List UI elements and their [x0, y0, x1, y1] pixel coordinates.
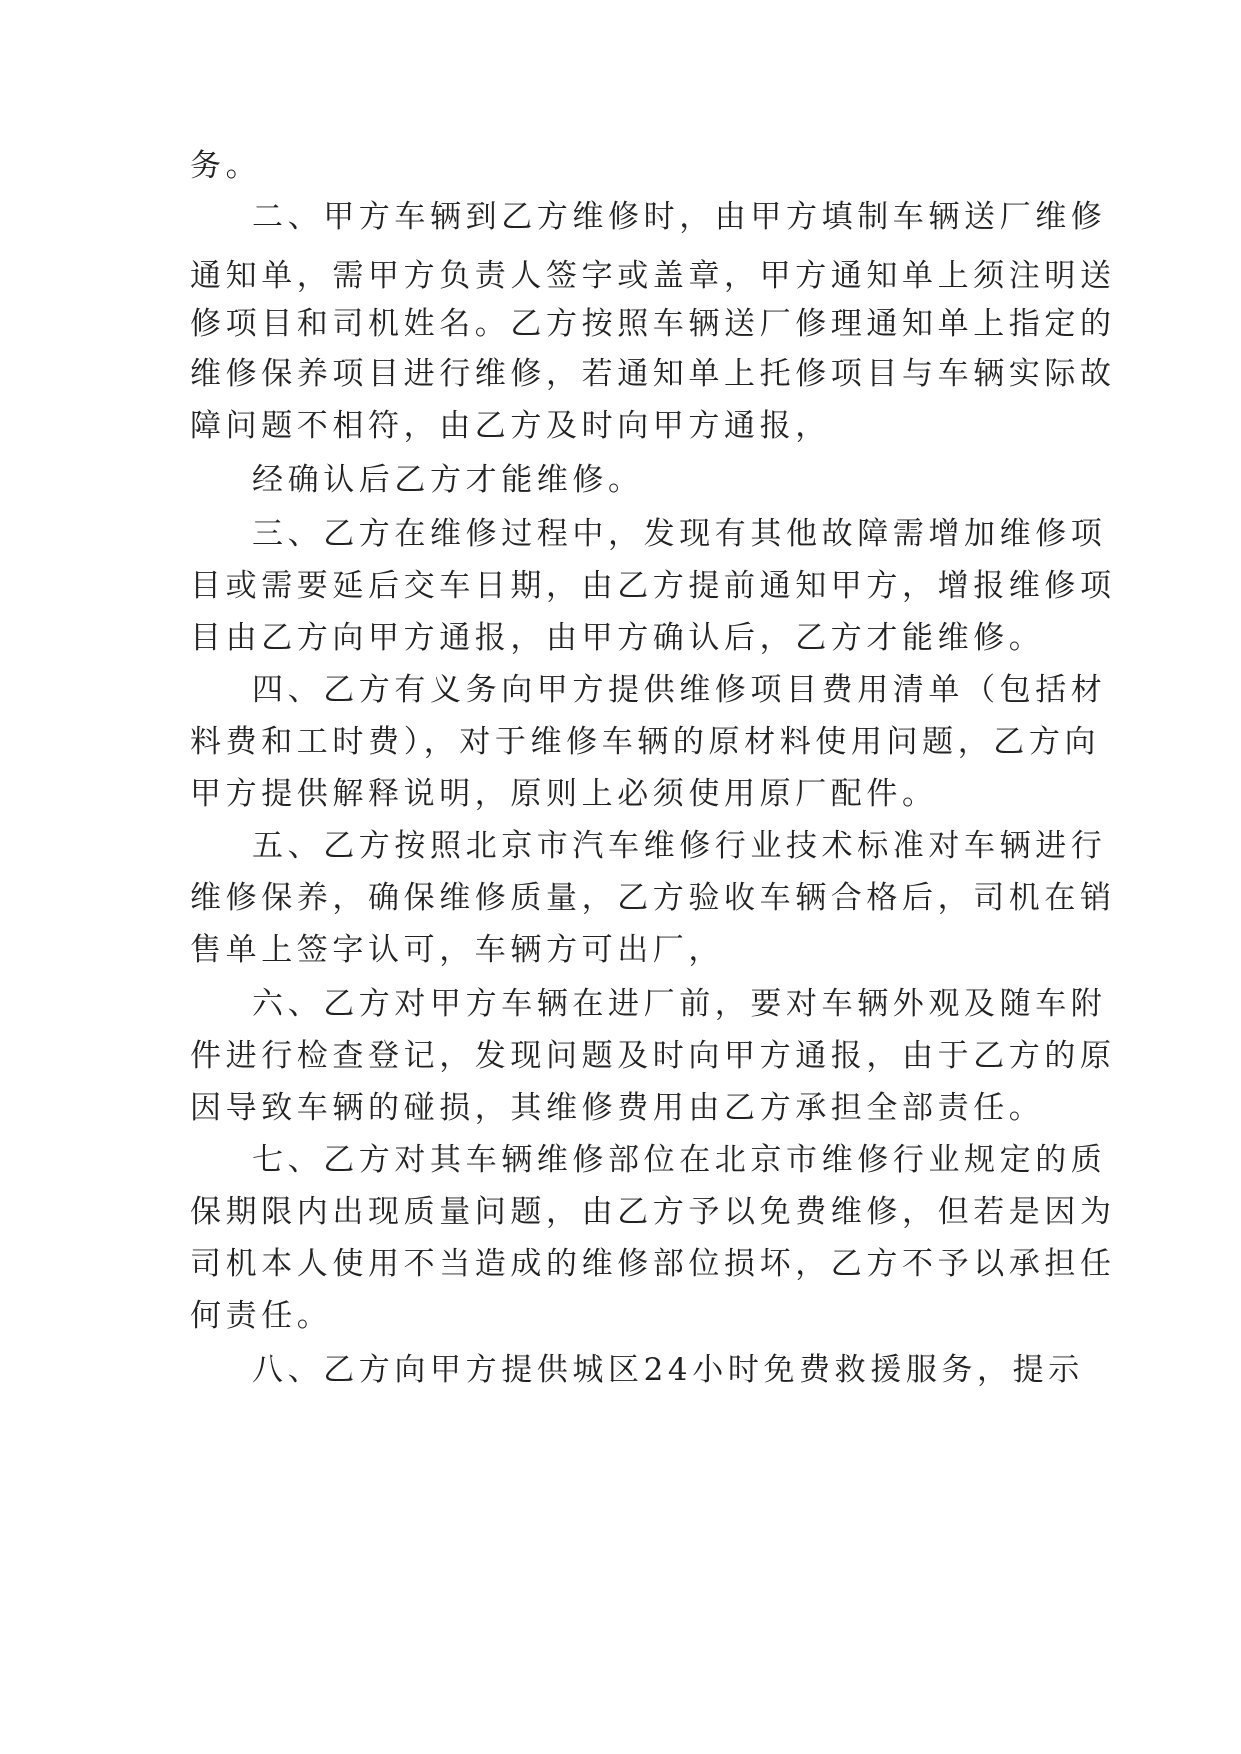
- clause-7-line: 何责任。: [190, 1298, 333, 1334]
- clause-3-line: 三、乙方在维修过程中，发现有其他故障需增加维修项: [252, 516, 1107, 552]
- clause-4-line: 四、乙方有义务向甲方提供维修项目费用清单（包括材: [252, 672, 1107, 708]
- clause-2-line: 障问题不相符，由乙方及时向甲方通报，: [190, 408, 831, 444]
- clause-2-line: 经确认后乙方才能维修。: [252, 462, 644, 498]
- clause-7-line: 保期限内出现质量问题，由乙方予以免费维修，但若是因为: [190, 1194, 1116, 1230]
- clause-6-line: 因导致车辆的碰损，其维修费用由乙方承担全部责任。: [190, 1090, 1045, 1126]
- clause-8-line: 八、乙方向甲方提供城区24小时免费救援服务，提示: [252, 1352, 1084, 1388]
- clause-6-line: 件进行检查登记，发现问题及时向甲方通报，由于乙方的原: [190, 1038, 1116, 1074]
- clause-7-line: 七、乙方对其车辆维修部位在北京市维修行业规定的质: [252, 1142, 1107, 1178]
- clause-5-line: 五、乙方按照北京市汽车维修行业技术标准对车辆进行: [252, 828, 1107, 864]
- clause-3-line: 目或需要延后交车日期，由乙方提前通知甲方，增报维修项: [190, 568, 1116, 604]
- clause-5-line: 维修保养，确保维修质量，乙方验收车辆合格后，司机在销: [190, 880, 1116, 916]
- clause-2-line: 修项目和司机姓名。乙方按照车辆送厂修理通知单上指定的: [190, 306, 1116, 342]
- clause-3-line: 目由乙方向甲方通报，由甲方确认后，乙方才能维修。: [190, 620, 1045, 656]
- clause-5-line: 售单上签字认可，车辆方可出厂，: [190, 932, 724, 968]
- clause-6-line: 六、乙方对甲方车辆在进厂前，要对车辆外观及随车附: [252, 986, 1107, 1022]
- clause-4-line: 甲方提供解释说明，原则上必须使用原厂配件。: [190, 776, 938, 812]
- clause-2-line: 通知单，需甲方负责人签字或盖章，甲方通知单上须注明送: [190, 258, 1116, 294]
- clause-7-line: 司机本人使用不当造成的维修部位损坏，乙方不予以承担任: [190, 1246, 1116, 1282]
- clause-4-line: 料费和工时费），对于维修车辆的原材料使用问题，乙方向: [190, 724, 1101, 760]
- clause-2-line: 维修保养项目进行维修，若通知单上托修项目与车辆实际故: [190, 356, 1116, 392]
- text-line: 务。: [190, 148, 262, 184]
- clause-2-line: 二、甲方车辆到乙方维修时，由甲方填制车辆送厂维修: [252, 199, 1107, 235]
